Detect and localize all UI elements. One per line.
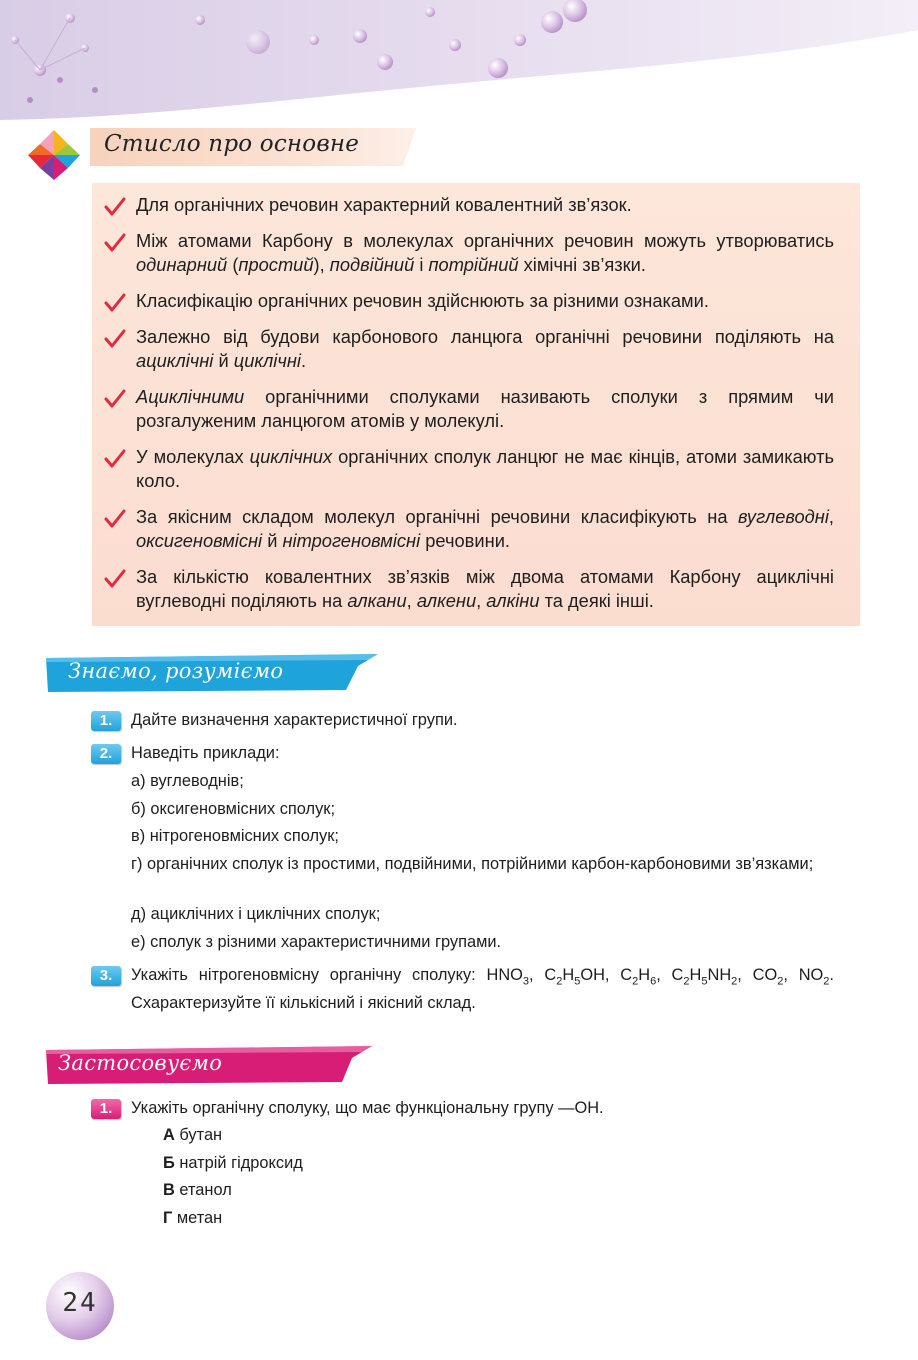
text-run: , CO bbox=[737, 966, 778, 984]
task-1-text: Дайте визначення характеристичної групи. bbox=[131, 711, 458, 729]
header-decoration bbox=[0, 0, 918, 120]
text-run: OH, C bbox=[580, 966, 633, 984]
answer-option-c bbox=[163, 1179, 232, 1201]
text-run: У молекулах bbox=[136, 446, 250, 467]
italic-term: алкани bbox=[347, 590, 407, 611]
check-icon bbox=[104, 196, 126, 218]
option-letter: А bbox=[163, 1126, 175, 1144]
answer-option-d bbox=[163, 1207, 222, 1229]
check-icon bbox=[104, 292, 126, 314]
text-run: , NO bbox=[783, 966, 824, 984]
text-run: H bbox=[562, 966, 575, 984]
text-run: й bbox=[262, 530, 283, 551]
summary-title: Стисло про основне bbox=[104, 131, 360, 157]
task-3-text bbox=[131, 964, 834, 1014]
text-run: , C bbox=[656, 966, 684, 984]
text-run: та деякі інші. bbox=[539, 590, 654, 611]
text-run: H bbox=[689, 966, 702, 984]
text-run: За кількістю ковалентних зв’язків між двома атомами Карбону ациклічні вуглеводні поділяють на bbox=[136, 566, 834, 611]
subscript: 5 bbox=[701, 975, 708, 988]
subscript: 5 bbox=[574, 975, 581, 988]
subscript: 6 bbox=[650, 975, 657, 988]
task-2-sub-a: а) вуглеводнів; bbox=[131, 772, 244, 790]
option-text: метан bbox=[172, 1209, 223, 1227]
task-2-text: Наведіть приклади: bbox=[131, 744, 280, 762]
option-letter: Г bbox=[163, 1209, 173, 1227]
task-number-1: 1. bbox=[91, 711, 121, 731]
task-2-sub-f: е) сполук з різними характеристичними групами. bbox=[131, 933, 502, 951]
section-title-apply: Застосовуємо bbox=[58, 1051, 223, 1075]
text-run: NH bbox=[707, 966, 732, 984]
italic-term: алкіни bbox=[486, 590, 540, 611]
text-run: H bbox=[638, 966, 651, 984]
summary-item bbox=[104, 229, 834, 277]
subscript: 2 bbox=[632, 975, 639, 988]
subscript: 2 bbox=[823, 975, 830, 988]
text-run: Класифікацію органічних речовин здійснюють за різними ознаками. bbox=[136, 290, 709, 311]
option-text: бутан bbox=[174, 1126, 223, 1144]
italic-term: простий bbox=[238, 254, 314, 275]
text-run: речовини. bbox=[420, 530, 510, 551]
task-2-sub-d: г) органічних сполук із простими, подвійними, потрійними карбон-карбоновими зв’язками; bbox=[131, 855, 814, 873]
text-run: органічних сполук ланцюг не має кінців, атоми замикають коло. bbox=[136, 446, 834, 491]
summary-section-icon bbox=[26, 128, 82, 182]
text-run: ), bbox=[313, 254, 330, 275]
summary-item bbox=[104, 289, 834, 313]
answer-option-a bbox=[163, 1124, 222, 1146]
italic-term: циклічні bbox=[233, 350, 301, 371]
text-run: , bbox=[406, 590, 417, 611]
text-run: Укажіть нітрогеновмісну органічну сполуку: HNO bbox=[131, 966, 523, 984]
text-run: . bbox=[300, 350, 307, 371]
option-text: натрій гідроксид bbox=[174, 1154, 303, 1172]
text-run: і bbox=[414, 254, 429, 275]
subscript: 2 bbox=[731, 975, 738, 988]
check-icon bbox=[104, 232, 126, 254]
check-icon bbox=[104, 508, 126, 530]
text-run: . Схарактеризуйте її кількісний і якісний склад. bbox=[131, 966, 834, 1013]
summary-item bbox=[104, 505, 834, 553]
text-run: й bbox=[213, 350, 234, 371]
italic-term: алкени bbox=[416, 590, 477, 611]
section-banner-apply bbox=[46, 1046, 372, 1084]
check-icon bbox=[104, 328, 126, 350]
option-letter: В bbox=[163, 1181, 175, 1199]
text-run: , bbox=[476, 590, 487, 611]
text-run: , bbox=[828, 506, 834, 527]
check-icon bbox=[104, 388, 126, 410]
summary-item bbox=[104, 445, 834, 493]
text-run: Для органічних речовин характерний ковалентний зв’язок. bbox=[136, 194, 632, 215]
italic-term: Ациклічними bbox=[136, 386, 245, 407]
apply-task-number-1: 1. bbox=[91, 1099, 121, 1119]
text-run: , C bbox=[529, 966, 557, 984]
apply-task-1-text: Укажіть органічну сполуку, що має функціональну групу —OH. bbox=[131, 1099, 604, 1117]
section-title-know: Знаємо, розуміємо bbox=[68, 659, 284, 683]
text-run: За якісним складом молекул органічні речовини класифікують на bbox=[136, 506, 738, 527]
text-run: Залежно від будови карбонового ланцюга органічні речовини поділяють на bbox=[136, 326, 834, 347]
task-number-3: 3. bbox=[91, 966, 121, 986]
answer-option-b bbox=[163, 1152, 303, 1174]
task-2-sub-b: б) оксигеновмісних сполук; bbox=[131, 800, 336, 818]
subscript: 3 bbox=[522, 975, 530, 988]
task-2-sub-e: д) ациклічних і циклічних сполук; bbox=[131, 905, 381, 923]
page-number: 24 bbox=[62, 1288, 98, 1318]
italic-term: подвійний bbox=[329, 254, 415, 275]
section-banner-know bbox=[46, 654, 378, 692]
italic-term: нітрогеновмісні bbox=[282, 530, 421, 551]
italic-term: оксигеновмісні bbox=[136, 530, 263, 551]
task-number-2: 2. bbox=[91, 744, 121, 764]
italic-term: одинарний bbox=[136, 254, 228, 275]
italic-term: потрійний bbox=[428, 254, 519, 275]
subscript: 2 bbox=[556, 975, 563, 988]
italic-term: вуглеводні bbox=[738, 506, 829, 527]
summary-item bbox=[104, 193, 834, 217]
option-letter: Б bbox=[163, 1154, 175, 1172]
italic-term: ациклічні bbox=[136, 350, 214, 371]
task-2-sub-c: в) нітрогеновмісних сполук; bbox=[131, 827, 339, 845]
text-run: хімічні зв’язки. bbox=[518, 254, 646, 275]
text-run: ( bbox=[227, 254, 239, 275]
check-icon bbox=[104, 448, 126, 470]
subscript: 2 bbox=[683, 975, 690, 988]
text-run: органічними сполуками називають сполуки з прямим чи розгалуженим ланцюгом атомів у молекулі. bbox=[136, 386, 834, 431]
check-icon bbox=[104, 568, 126, 590]
text-run: Між атомами Карбону в молекулах органічних речовин можуть утворюватись bbox=[136, 230, 834, 251]
italic-term: циклічних bbox=[249, 446, 333, 467]
summary-item bbox=[104, 325, 834, 373]
summary-item bbox=[104, 565, 834, 613]
summary-list bbox=[104, 193, 834, 625]
option-text: етанол bbox=[174, 1181, 232, 1199]
subscript: 2 bbox=[777, 975, 784, 988]
summary-item bbox=[104, 385, 834, 433]
